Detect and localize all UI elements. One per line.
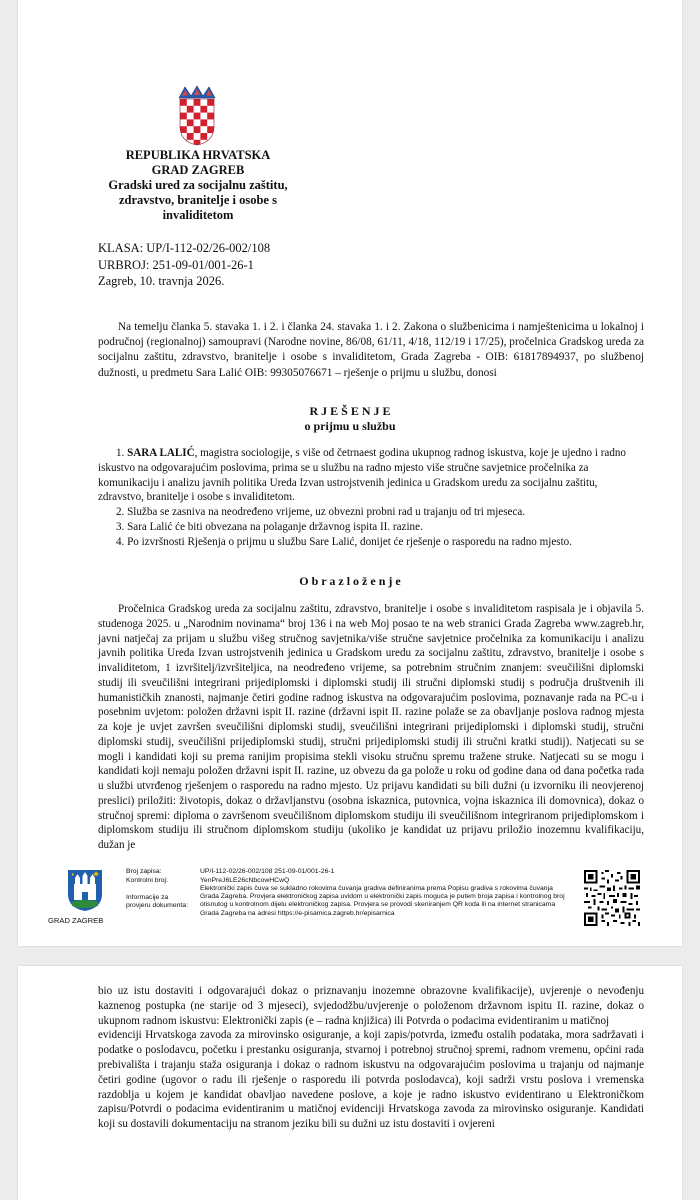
decision-item-1: [98, 446, 644, 505]
document-page-1: [18, 0, 682, 946]
grad-zagreb-logo-icon: [66, 868, 104, 912]
label-record-number: Broj zapisa:: [126, 868, 162, 875]
issuer-header: [98, 148, 298, 223]
reasoning-text: Pročelnica Gradskog ureda za socijalnu zaštitu, zdravstvo, branitelje i osobe s invaliditetom raspisala je i objavila 5. studenoga 2025. u „Narodnim novinama“ broj 136 i na web Moj posao te na web stranici Grada Zagreba www.zagreb.hr, javni natječaj za prijam u službu višeg stručnog savjetnika/više stručne savjetnice pročelnika za komunikaciju i analizu javnih politika Ureda Izvan ustrojstvenih jedinica u Gradskom uredu za socijalnu zaštitu, zdravstvo, branitelje i osobe s invaliditetom, 1 izvršitelj/izvršiteljica, na neodređeno vrijeme, sa potrebnim stručnim znanjem: sveučilišni diplomski studij ili sveučilišni integrirani prijediplomski i diplomski studij ili stručni diplomski studij s područja društvenih ili humanističkih znanosti, najmanje četiri godine radnog iskustva na odgovarajućim poslovima, poznavanje rada na PC-u i posebnim uvjetom: položen državni ispit II. razine (državni ispit II. razine polaže se za obavljanje poslova radnog mjesta za koje je uvjet završen sveučilišni diplomski studij, sveučilišni integrirani prijediplomski i diplomski studij, stručni diplomski studij, sveučilišni prijediplomski studij, stručni prijediplomski studij ili stručni kratki studij). Natjecati su se mogli i kandidati koji su prema ranijim propisima stekli visoku stručnu spremu tražene struke. Natjecati su se mogu i kandidati koji nemaju položen državni ispit II. razine, uz obvezu da ga polože u roku od godine dana od dana početka rada u službi utvrđenog rješenjem o rasporedu na radno mjesto. Uz prijavu kandidati su bili dužni (u izvorniku ili neovjerenoj preslici) priložiti: životopis, dokaz o državljanstvu (osobna iskaznica, putovnica, vojna iskaznica ili domovnica), dokaz o stručnoj spremi: diploma o završenom sveučilišnom diplomskom studiju ili sveučilišnom integriranom prijediplomskom i diplomskom studiju ili stručnom diplomskom studiju (ukoliko je kandidat uz prijavu priložio inozemnu kvalifikaciju, dužan je: [98, 603, 644, 851]
intro-text: Na temelju članka 5. stavaka 1. i 2. i članka 24. stavaka 1. i 2. Zakona o službenicima i namještenicima u lokalnoj i područnoj (regionalnoj) samoupravi (Narodne novine, 86/08, 61/11, 4/18, 112/19 i 17/25), pročelnica Gradskog ureda za socijalnu zaštitu, zdravstvo, branitelje i osobe s invaliditetom, Grada Zagreba - OIB: 61817894937, po službenoj dužnosti, u predmetu Sara Lalić OIB: 99305076671 – rješenje o prijmu u službu, donosi: [98, 321, 644, 379]
item-1-name: SARA LALIĆ: [127, 447, 195, 459]
decision-heading: [18, 404, 682, 434]
croatian-coat-of-arms-icon: [176, 84, 218, 146]
reasoning-section: [98, 602, 644, 853]
decision-title: R J E Š E N J E: [309, 404, 391, 418]
header-city: GRAD ZAGREB: [151, 163, 245, 177]
intro-paragraph: [98, 320, 644, 381]
verification-footer: [18, 862, 682, 946]
value-verification-info: Elektronički zapis čuva se sukladno rokovima čuvanja gradiva definiranima prema Popisu gradiva s rokovima čuvanja Grada Zagreba. Provjera elektroničkog zapisa uvidom u elektronički zapis moguća je putem broja zapisa i kontrolnog broj otisnutog u kontrolnom dijelu elektroničkog zapisa. Provjera se provodi skeniranjem QR koda ili na internet stranicama Grada Zagreba na adresi https://e-pisamica.zagreb.hr/episarnica: [200, 885, 565, 917]
document-meta: [98, 240, 270, 290]
page-2-paragraph-2: evidenciji Hrvatskoga zavoda za mirovinsko osiguranje, a koji zapis/potvrda, između ostalih podataka, mora sadržavati i podatke o poslodavcu, početku i prestanku osiguranja, stvarnoj i potrebnoj stručnoj spremi, radnom vremenu, općini rada prebivališta i trajanju staža osiguranja i dokaz o radnom iskustvu na odgovarajućim poslovima u trajanju od najmanje četiri godine (ugovor o radu ili rješenje o rasporedu ili potvrda poslodavca), koji sadrži vrstu poslova i vremenska razdoblja u kojem je kandidat obavljao navedene poslove, a koje je radno iskustvo evidentirano u Elektroničkom zapisu/Potvrdi o podacima evidentiranim u matičnoj evidenciji Hrvatskoga zavoda za mirovinsko osiguranje. Kandidati koji su dostavili dokumentaciju na stranom jeziku bili su dužni uz istu dostaviti i ovjereni: [98, 1029, 644, 1131]
label-verification-info: Informacije za provjeru dokumenta:: [126, 894, 188, 910]
qr-code-icon[interactable]: [584, 870, 640, 926]
urbroj: URBROJ: 251-09-01/001-26-1: [98, 257, 254, 272]
label-control-number: Kontrolni broj:: [126, 876, 168, 884]
place-date: Zagreb, 10. travnja 2026.: [98, 274, 225, 288]
reasoning-heading: O b r a z l o ž e n j e: [299, 574, 401, 588]
decision-item-3: 3. Sara Lalić će biti obvezana na polaganje državnog ispita II. razine.: [116, 520, 423, 533]
header-country: REPUBLIKA HRVATSKA: [125, 148, 271, 162]
header-office: Gradski ured za socijalnu zaštitu, zdravstvo, branitelje i osobe s invaliditetom: [108, 178, 288, 222]
decision-items: [98, 446, 644, 550]
item-1-text: , magistra sociologije, s više od četrnaest godina ukupnog radnog iskustva, koje je ujedno i radno iskustvo na odgovarajućim poslovima, prima se u službu na radno mjesto više stručne savjetnice pročelnika za komunikaciju i analizu javnih politika Ureda Izvan ustrojstvenih jedinica u Gradskom uredu za socijalnu zaštitu, zdravstvo, branitelje i osobe s invaliditetom.: [98, 447, 626, 504]
page-2-text: [98, 984, 644, 1132]
decision-subtitle: o prijmu u službu: [304, 419, 396, 433]
value-record-number: UP/I-112-02/26-002/108 251-09-01/001-26-1: [200, 868, 335, 875]
item-1-number: 1.: [116, 447, 125, 459]
klasa: KLASA: UP/I-112-02/26-002/108: [98, 241, 271, 255]
value-control-number: YenPreJ6LE26cNbcowHCwQ: [200, 876, 290, 884]
decision-item-2: 2. Služba se zasniva na neodređeno vrijeme, uz obvezni probni rad u trajanju od tri mjeseca.: [116, 506, 526, 519]
decision-item-4: 4. Po izvršnosti Rješenja o prijmu u službu Sare Lalić, donijet će rješenje o rasporedu na radno mjesto.: [116, 535, 572, 548]
grad-zagreb-label: GRAD ZAGREB: [48, 916, 104, 925]
document-page-2: [18, 966, 682, 1200]
page-2-paragraph-1: bio uz istu dostaviti i odgovarajući dokaz o priznavanju inozemne obrazovne kvalifikacije), uvjerenje o nevođenju kaznenog postupka (ne starije od 3 mjeseci), svjedodžbu/uvjerenje o položenom državnom ispitu II. razine, dokaz o ukupnom radnom iskustvu: Elektronički zapis (e – radna knjižica) ili Potvrda o podacima evidentiranim u matičnoj: [98, 985, 644, 1027]
